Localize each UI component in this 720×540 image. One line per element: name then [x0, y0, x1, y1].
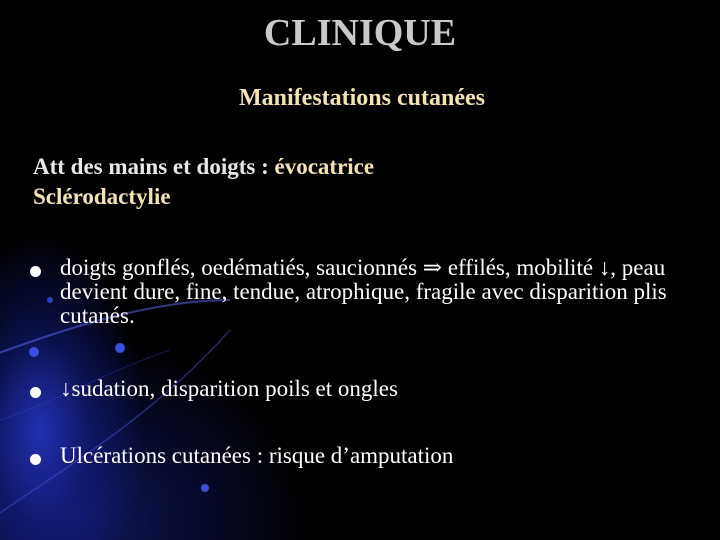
bullet-text: ↓sudation, disparition poils et ongles: [60, 376, 398, 401]
intro-block: [33, 152, 374, 212]
bullet-item: [30, 256, 690, 328]
bullet-text: Ulcérations cutanées : risque d’amputation: [60, 443, 454, 468]
decorative-dot: [201, 484, 209, 492]
slide-subtitle: Manifestations cutanées: [239, 85, 485, 111]
bullet-item: [30, 377, 690, 401]
decorative-curve: [0, 330, 230, 520]
slide-title: CLINIQUE: [263, 12, 457, 54]
intro-line-2: Sclérodactylie: [33, 184, 171, 209]
intro-text: Att des mains et doigts :: [33, 154, 275, 179]
bullet-text: doigts gonflés, oedématiés, saucionnés ⇒ effilés, mobilité ↓, peau devient dure, fine, tendue, atrophique, fragile avec disparition plis cutanés.: [60, 255, 667, 328]
intro-line-1: [33, 152, 374, 182]
bullet-dot-icon: [30, 387, 41, 398]
bullet-dot-icon: [30, 454, 41, 465]
bullet-dot-icon: [30, 266, 41, 277]
intro-highlight: évocatrice: [274, 154, 375, 179]
bullet-item: [30, 444, 690, 468]
decorative-dot: [115, 343, 125, 353]
decorative-dot: [29, 347, 39, 357]
